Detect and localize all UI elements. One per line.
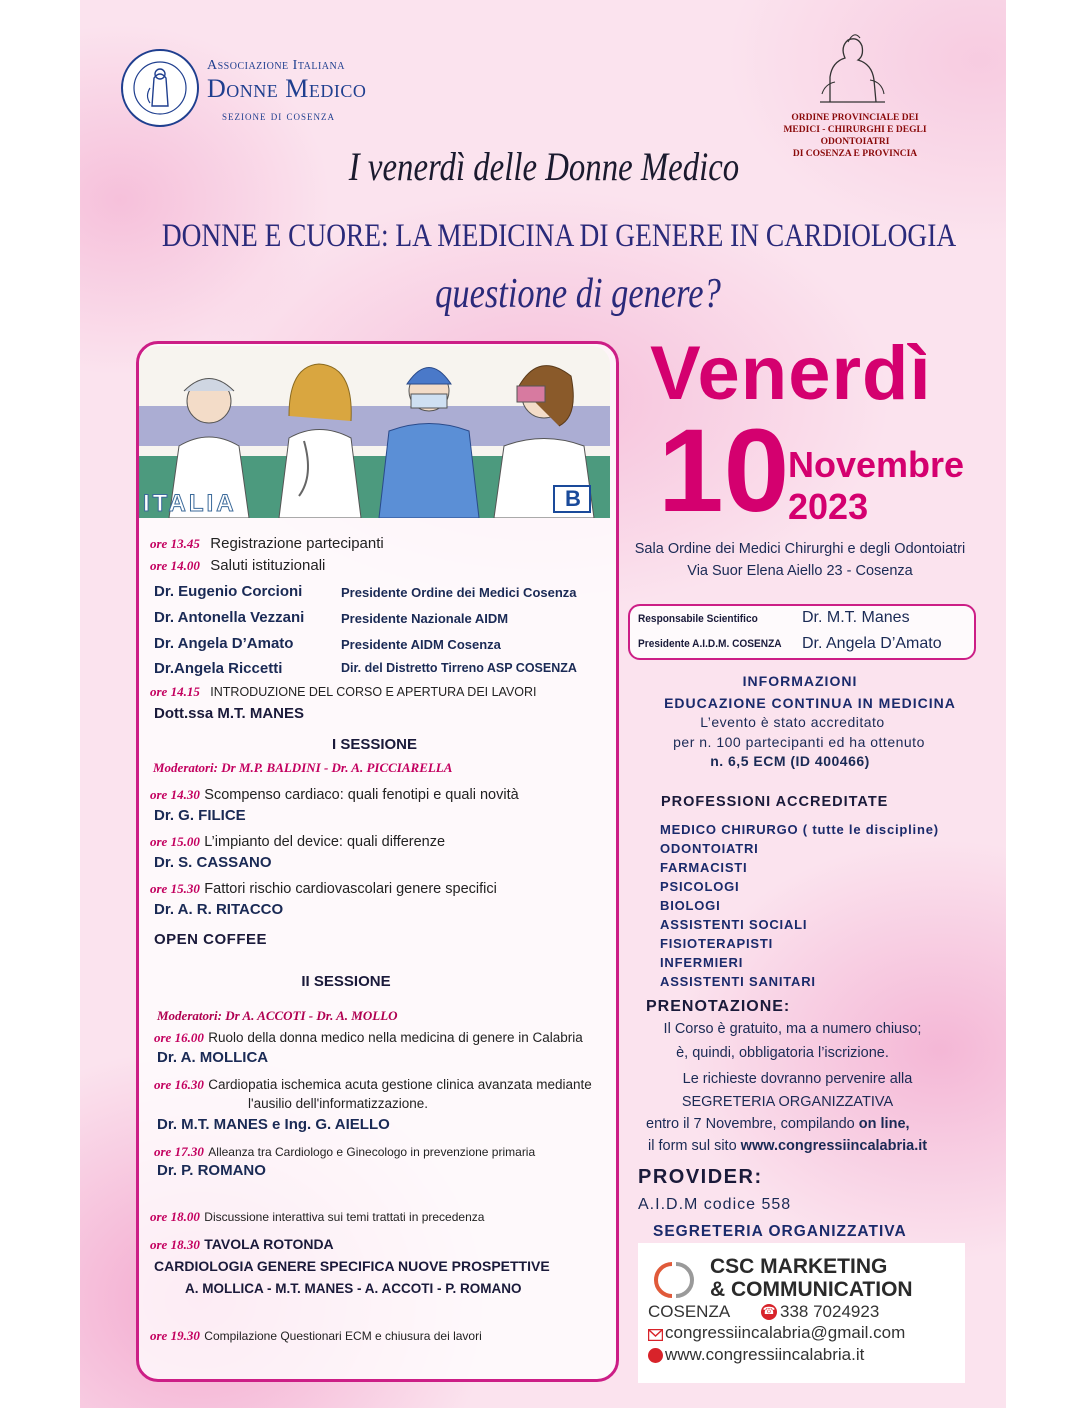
- opening-time: ore 14.15: [150, 684, 200, 699]
- illustration-caption: ITALIA: [143, 490, 237, 517]
- s2-speaker-2: Dr. M.T. MANES e Ing. G. AIELLO: [157, 1116, 390, 1133]
- resp-label-2: Presidente A.I.D.M. COSENZA: [638, 638, 782, 650]
- session1-item-1: [150, 786, 519, 804]
- s1-text-2: L’impianto del device: quali differenze: [204, 834, 446, 850]
- s1-speaker-2: Dr. S. CASSANO: [154, 854, 272, 871]
- event-address: Via Suor Elena Aiello 23 - Cosenza: [687, 563, 913, 579]
- aidm-section: sezione di cosenza: [222, 108, 335, 123]
- ordine-line2: MEDICI - CHIRURGHI E DEGLI ODONTOIATRI: [783, 125, 927, 147]
- professione-1: MEDICO CHIRURGO ( tutte le discipline): [660, 822, 939, 837]
- intro-item-1: [150, 535, 384, 553]
- ordine-line3: DI COSENZA E PROVINCIA: [792, 149, 918, 159]
- event-subtitle: questione di genere?: [435, 271, 721, 317]
- speaker-name-4: Dr.Angela Riccetti: [154, 660, 283, 677]
- roundtable-time: ore 18.30: [150, 1237, 200, 1252]
- opening-speaker: Dott.ssa M.T. MANES: [154, 705, 305, 722]
- prenotazione-line1: Il Corso è gratuito, ma a numero chiuso;: [663, 1021, 922, 1037]
- mail-icon: [648, 1328, 663, 1340]
- closing-time: ore 19.30: [150, 1328, 200, 1343]
- prenotazione-line3: Le richieste dovranno pervenire alla: [682, 1071, 913, 1087]
- session1-moderators: Moderatori: Dr M.P. BALDINI - Dr. A. PICCIARELLA: [153, 760, 453, 775]
- professione-6: ASSISTENTI SOCIALI: [660, 917, 808, 932]
- discussion-time: ore 18.00: [150, 1209, 200, 1224]
- intro-item-2: [150, 557, 325, 575]
- resp-name-2: Dr. Angela D’Amato: [802, 635, 942, 652]
- closing-text: Compilazione Questionari ECM e chiusura dei lavori: [204, 1329, 482, 1343]
- intro-text-2: Saluti istituzionali: [210, 557, 326, 574]
- info-subtitle: EDUCAZIONE CONTINUA IN MEDICINA: [664, 695, 956, 711]
- intro-time-1: ore 13.45: [150, 536, 200, 551]
- online-text: on line,: [858, 1116, 910, 1132]
- roundtable-item: [150, 1236, 334, 1254]
- session2-item-2: [154, 1076, 592, 1094]
- event-month: Novembre: [788, 444, 965, 485]
- s1-time-1: ore 14.30: [150, 787, 200, 802]
- globe-icon: [648, 1348, 663, 1363]
- session1-title: I SESSIONE: [331, 736, 418, 753]
- session2-title: II SESSIONE: [301, 973, 391, 990]
- professioni-title: PROFESSIONI ACCREDITATE: [661, 794, 889, 810]
- provider-code: A.I.D.M codice 558: [638, 1196, 792, 1213]
- speaker-name-2: Dr. Antonella Vezzani: [154, 609, 305, 626]
- event-venue: Sala Ordine dei Medici Chirurghi e degli Odontoiatri: [634, 541, 966, 557]
- roundtable-subtitle: CARDIOLOGIA GENERE SPECIFICA NUOVE PROSPETTIVE: [154, 1258, 550, 1274]
- prenotazione-line6: [648, 1138, 927, 1154]
- csc-phone[interactable]: 338 7024923: [780, 1302, 880, 1321]
- s1-text-1: Scompenso cardiaco: quali fenotipi e quali novità: [204, 787, 519, 803]
- aidm-seal-logo: [120, 48, 200, 128]
- closing-item: [150, 1327, 482, 1345]
- csc-logo-icon: [648, 1258, 700, 1302]
- discussion-item: [150, 1208, 484, 1226]
- speaker-name-3: Dr. Angela D’Amato: [154, 635, 294, 652]
- illustration-badge: B: [565, 486, 581, 511]
- doctors-illustration: [139, 346, 610, 518]
- whatsapp-icon: ☎: [761, 1304, 777, 1320]
- event-year: 2023: [788, 486, 869, 527]
- s1-speaker-3: Dr. A. R. RITACCO: [154, 901, 284, 918]
- speaker-role-2: Presidente Nazionale AIDM: [341, 611, 509, 626]
- s2-text-3: Alleanza tra Cardiologo e Ginecologo in prevenzione primaria: [208, 1145, 536, 1159]
- intro-time-2: ore 14.00: [150, 558, 200, 573]
- event-date-number: 10: [658, 405, 790, 537]
- discussion-text: Discussione interattiva sui temi trattati in precedenza: [204, 1210, 485, 1224]
- prenotazione-line2: è, quindi, obbligatoria l’iscrizione.: [676, 1045, 889, 1061]
- s1-time-2: ore 15.00: [150, 834, 200, 849]
- speaker-name-1: Dr. Eugenio Corcioni: [154, 583, 303, 600]
- segreteria-title: SEGRETERIA ORGANIZZATIVA: [653, 1223, 907, 1240]
- session2-item-1: [154, 1029, 583, 1047]
- professione-4: PSICOLOGI: [660, 879, 740, 894]
- prenotazione-line5-text: entro il 7 Novembre, compilando: [646, 1116, 859, 1132]
- roundtable-names: A. MOLLICA - M.T. MANES - A. ACCOTI - P. ROMANO: [185, 1281, 522, 1296]
- speaker-role-4: Dir. del Distretto Tirreno ASP COSENZA: [341, 661, 577, 675]
- opening-text: INTRODUZIONE DEL CORSO E APERTURA DEI LAVORI: [210, 685, 537, 699]
- csc-web[interactable]: www.congressiincalabria.it: [665, 1345, 865, 1364]
- info-line2: per n. 100 partecipanti ed ha ottenuto: [673, 734, 925, 750]
- professione-5: BIOLOGI: [660, 898, 721, 913]
- resp-label-1: Responsabile Scientifico: [638, 613, 758, 625]
- event-day: Venerdì: [650, 331, 932, 416]
- prenotazione-line6-text: il form sul sito: [648, 1138, 741, 1154]
- resp-name-1: Dr. M.T. Manes: [802, 609, 910, 626]
- aidm-name-line2: Donne Medico: [207, 74, 367, 103]
- professione-7: FISIOTERAPISTI: [660, 936, 774, 951]
- provider-title: PROVIDER:: [638, 1166, 763, 1188]
- s2-time-2: ore 16.30: [154, 1077, 204, 1092]
- s1-speaker-1: Dr. G. FILICE: [154, 807, 246, 824]
- opening-item: [150, 683, 537, 701]
- event-title: DONNE E CUORE: LA MEDICINA DI GENERE IN CARDIOLOGIA: [161, 218, 957, 254]
- prenotazione-line5: [646, 1116, 910, 1132]
- session2-moderators: Moderatori: Dr A. ACCOTI - Dr. A. MOLLO: [157, 1008, 398, 1023]
- professione-2: ODONTOIATRI: [660, 841, 759, 856]
- professioni-list: [660, 820, 939, 991]
- session1-item-2: [150, 833, 445, 851]
- s2-time-1: ore 16.00: [154, 1030, 204, 1045]
- speaker-role-3: Presidente AIDM Cosenza: [341, 637, 501, 652]
- csc-name-line1: CSC MARKETING: [710, 1255, 888, 1278]
- website-link[interactable]: www.congressiincalabria.it: [740, 1138, 928, 1154]
- professione-3: FARMACISTI: [660, 860, 748, 875]
- ordine-drawing-logo: [810, 22, 895, 110]
- s2-text-2b: l'ausilio dell'informatizzazione.: [248, 1096, 428, 1111]
- s2-text-2: Cardiopatia ischemica acuta gestione clinica avanzata mediante: [208, 1077, 592, 1092]
- aidm-name-line1: Associazione Italiana: [207, 58, 345, 73]
- professione-9: ASSISTENTI SANITARI: [660, 974, 816, 989]
- speaker-role-1: Presidente Ordine dei Medici Cosenza: [341, 585, 577, 600]
- series-title: I venerdì delle Donne Medico: [348, 144, 740, 189]
- ordine-line1: ORDINE PROVINCIALE DEI: [791, 113, 919, 123]
- s2-speaker-1: Dr. A. MOLLICA: [157, 1049, 269, 1066]
- professione-8: INFERMIERI: [660, 955, 744, 970]
- info-line1: L’evento è stato accreditato: [700, 714, 885, 730]
- intro-text-1: Registrazione partecipanti: [210, 535, 384, 552]
- session1-item-3: [150, 880, 497, 898]
- session2-item-3: [154, 1143, 535, 1161]
- s1-time-3: ore 15.30: [150, 881, 200, 896]
- roundtable-title: TAVOLA ROTONDA: [204, 1236, 334, 1252]
- info-line3: n. 6,5 ECM (ID 400466): [710, 753, 870, 769]
- info-title: INFORMAZIONI: [742, 673, 858, 689]
- s2-speaker-3: Dr. P. ROMANO: [157, 1162, 266, 1179]
- csc-name-line2: & COMMUNICATION: [710, 1278, 913, 1301]
- s2-text-1: Ruolo della donna medico nella medicina di genere in Calabria: [208, 1030, 583, 1045]
- s2-time-3: ore 17.30: [154, 1144, 204, 1159]
- prenotazione-title: PRENOTAZIONE:: [646, 998, 791, 1015]
- csc-email[interactable]: congressiincalabria@gmail.com: [665, 1323, 906, 1342]
- prenotazione-line4: SEGRETERIA ORGANIZZATIVA: [681, 1094, 894, 1110]
- s1-text-3: Fattori rischio cardiovascolari genere specifici: [204, 881, 497, 897]
- csc-city: COSENZA: [648, 1302, 731, 1321]
- open-coffee: OPEN COFFEE: [154, 931, 268, 948]
